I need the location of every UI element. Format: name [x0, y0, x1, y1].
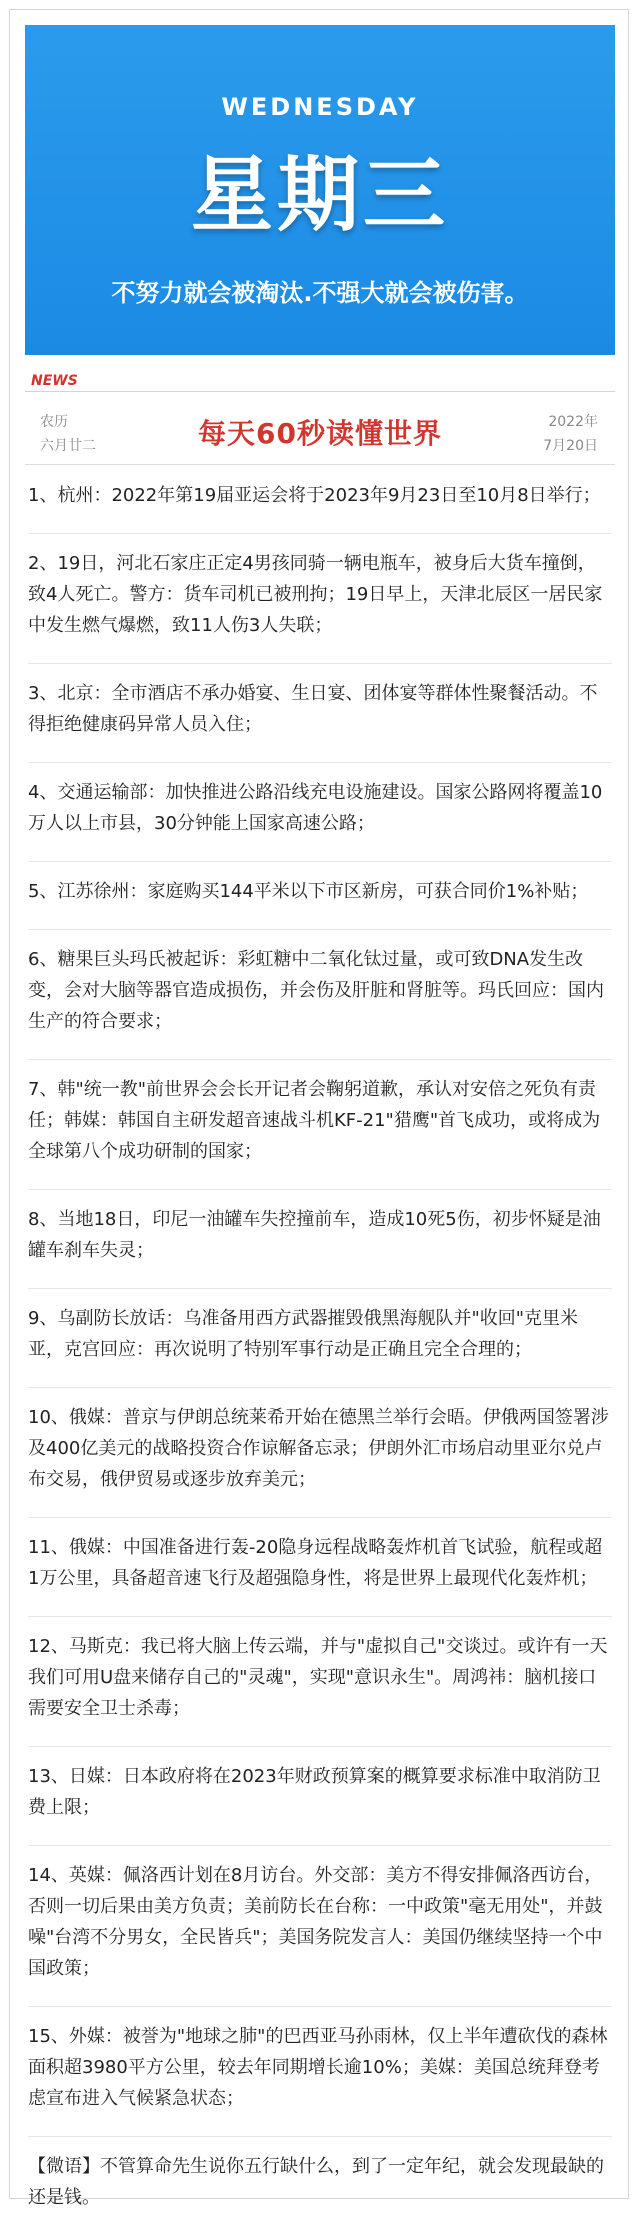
news-item: 10、俄媒：普京与伊朗总统莱希开始在德黑兰举行会晤。伊俄两国签署涉及400亿美元的战略投资合作谅解备忘录；伊朗外汇市场启动里亚尔兑卢布交易，俄伊贸易或逐步放弃美元；	[28, 1407, 609, 1490]
item-divider	[28, 861, 612, 862]
news-item: 4、交通运输部：加快推进公路沿线充电设施建设。国家公路网将覆盖10万人以上市县，30分钟能上国家高速公路；	[28, 782, 603, 834]
news-item: 15、外媒：被誉为"地球之肺"的巴西亚马孙雨林，仅上半年遭砍伐的森林面积超3980平方公里，较去年同期增长逾10%；美媒：美国总统拜登考虑宣布进入气候紧急状态；	[28, 2026, 608, 2109]
item-divider	[28, 1189, 612, 1190]
news-item: 6、糖果巨头玛氏被起诉：彩虹糖中二氧化钛过量，或可致DNA发生改变，会对大脑等器官造成损伤，并会伤及肝脏和肾脏等。玛氏回应：国内生产的符合要求；	[28, 949, 604, 1032]
item-divider	[28, 1517, 612, 1518]
daily-proverb	[28, 2151, 612, 2213]
news-item: 11、俄媒：中国准备进行轰-20隐身远程战略轰炸机首飞试验，航程或超1万公里，具备超音速飞行及超强隐身性，将是世界上最现代化轰炸机；	[28, 1537, 603, 1589]
item-divider	[28, 1387, 612, 1388]
page-title: 每天60秒读懂世界	[198, 417, 442, 450]
news-item: 8、当地18日，印尼一油罐车失控撞前车，造成10死5伤，初步怀疑是油罐车刹车失灵；	[28, 1209, 601, 1261]
header-divider	[25, 464, 615, 465]
gregorian-date	[543, 410, 598, 458]
lunar-date-value: 六月廿二	[40, 438, 96, 454]
lunar-date-label: 农历	[40, 414, 68, 430]
item-divider	[28, 663, 612, 664]
item-divider	[28, 533, 612, 534]
item-divider	[28, 2006, 612, 2007]
news-item: 12、马斯克：我已将大脑上传云端，并与"虚拟自己"交谈过。或许有一天我们可用U盘来储存自己的"灵魂"，实现"意识永生"。周鸿祎：脑机接口需要安全卫士杀毒；	[28, 1636, 608, 1719]
item-divider	[28, 1059, 612, 1060]
news-item: 1、杭州：2022年第19届亚运会将于2023年9月23日至10月8日举行；	[28, 485, 601, 506]
item-divider	[28, 1746, 612, 1747]
news-item: 2、19日，河北石家庄正定4男孩同骑一辆电瓶车，被身后大货车撞倒，致4人死亡。警方：货车司机已被刑拘；19日早上，天津北辰区一居民家中发生燃气爆燃，致11人伤3人失联；	[28, 553, 603, 636]
banner-motto: 不努力就会被淘汰.不强大就会被伤害。	[111, 279, 529, 307]
item-divider	[28, 1845, 612, 1846]
date-banner	[25, 25, 615, 355]
proverb-tag: 【微语】	[28, 2156, 100, 2177]
item-divider	[28, 929, 612, 930]
item-divider	[28, 762, 612, 763]
news-item: 14、英媒：佩洛西计划在8月访台。外交部：美方不得安排佩洛西访台，否则一切后果由美方负责；美前防长在台称：一中政策"毫无用处"，并鼓噪"台湾不分男女，全民皆兵"；美国务院发言人：美国仍继续坚持一个中国政策；	[28, 1865, 603, 1979]
item-divider	[28, 1288, 612, 1289]
weekday-chinese: 星期三	[190, 148, 449, 243]
news-item: 7、韩"统一教"前世界会会长开记者会鞠躬道歉，承认对安倍之死负有责任；韩媒：韩国自主研发超音速战斗机KF-21"猎鹰"首飞成功，或将成为全球第八个成功研制的国家；	[28, 1079, 601, 1162]
item-divider	[28, 2136, 612, 2137]
item-divider	[28, 1616, 612, 1617]
news-item: 5、江苏徐州：家庭购买144平米以下市区新房，可获合同价1%补贴；	[28, 881, 589, 902]
news-item: 13、日媒：日本政府将在2023年财政预算案的概算要求标准中取消防卫费上限；	[28, 1766, 601, 1818]
news-item: 3、北京：全市酒店不承办婚宴、生日宴、团体宴等群体性聚餐活动。不得拒绝健康码异常人员入住；	[28, 683, 598, 735]
gregorian-day: 7月20日	[543, 438, 598, 454]
proverb-text: 不管算命先生说你五行缺什么，到了一定年纪，就会发现最缺的还是钱。	[28, 2156, 604, 2208]
news-divider	[25, 391, 615, 392]
news-tag: NEWS	[31, 373, 78, 389]
news-list	[28, 480, 612, 2213]
weekday-english: WEDNESDAY	[221, 93, 419, 121]
gregorian-year: 2022年	[548, 414, 598, 430]
news-item: 9、乌副防长放话：乌准备用西方武器摧毁俄黑海舰队并"收回"克里米亚，克宫回应：再次说明了特别军事行动是正确且完全合理的；	[28, 1308, 579, 1360]
